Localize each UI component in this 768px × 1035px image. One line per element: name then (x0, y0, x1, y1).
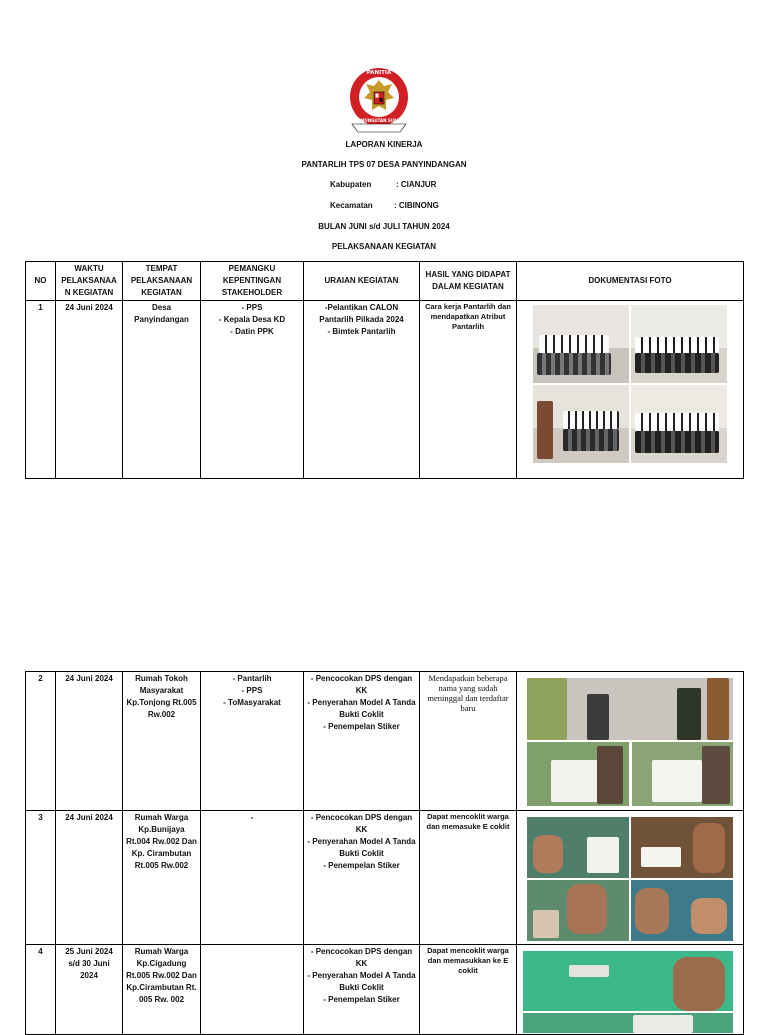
activity-table-1 (25, 261, 744, 479)
selfie-photo (527, 817, 629, 878)
activity-item: - Penempelan Stiker (323, 861, 400, 870)
row-tempat: Desa Panyindangan (123, 301, 201, 479)
report-period: BULAN JUNI s/d JULI TAHUN 2024 (318, 222, 450, 231)
table-row (26, 672, 744, 811)
row-tempat: Rumah Warga Kp.Bunijaya Rt.004 Rw.002 Dan Kp. Cirambutan Rt.005 Rw.002 (123, 811, 201, 945)
stakeholder-item: - PPS (241, 303, 263, 312)
stakeholder-item: - PPS (241, 686, 263, 695)
activity-item: - Bimtek Pantarlih (327, 327, 396, 336)
row-uraian (304, 945, 420, 1035)
col-header-waktu: WAKTU PELAKSANAA N KEGIATAN (56, 262, 123, 301)
handover-photo (527, 678, 733, 740)
table-header-row (26, 262, 744, 301)
row-pemangku (201, 672, 304, 811)
col-header-no: NO (26, 262, 56, 301)
row-no: 2 (26, 672, 56, 811)
row-tempat: Rumah Tokoh Masyarakat Kp.Tonjong Rt.005 Rw.002 (123, 672, 201, 811)
selfie-document-photo (527, 742, 629, 806)
row-pemangku: - (201, 811, 304, 945)
stakeholder-item: - Datin PPK (230, 327, 274, 336)
logo-bottom-text: PEMUNGUTAN SUARA (354, 118, 404, 123)
selfie-photo (631, 817, 733, 878)
selfie-photo (523, 1013, 733, 1033)
logo-top-text: PANITIA (366, 70, 392, 76)
col-header-uraian: URAIAN KEGIATAN (304, 262, 420, 301)
row-waktu: 25 Juni 2024 s/d 30 Juni 2024 (56, 945, 123, 1035)
report-title: LAPORAN KINERJA (345, 140, 423, 149)
activity-item: - Pencocokan DPS dengan KK (310, 947, 413, 968)
row-waktu: 24 Juni 2024 (56, 672, 123, 811)
selfie-document-photo (632, 742, 734, 806)
selfie-photo (631, 880, 733, 941)
stakeholder-item: - Kepala Desa KD (218, 315, 286, 324)
group-standing-photo (631, 305, 727, 383)
kabupaten-value: : CIANJUR (396, 180, 437, 189)
table-row (26, 301, 744, 479)
kecamatan-label: Kecamatan (330, 201, 373, 210)
activity-table-2 (25, 671, 744, 1035)
col-header-pemangku: PEMANGKU KEPENTINGAN STAKEHOLDER (201, 262, 304, 301)
kpu-logo (348, 64, 410, 134)
stakeholder-item: - ToMasyarakat (223, 698, 281, 707)
activity-item: - Penyerahan Model A Tanda Bukti Coklit (307, 698, 416, 719)
row-uraian (304, 301, 420, 479)
row-waktu: 24 Juni 2024 (56, 301, 123, 479)
group-standing-photo (533, 305, 629, 383)
row-uraian (304, 811, 420, 945)
row-photos (517, 301, 744, 479)
table-row (26, 945, 744, 1035)
sticker-selfie-photo (523, 951, 733, 1011)
row-photos (517, 945, 744, 1035)
table-row (26, 811, 744, 945)
row-hasil: Mendapatkan beberapa nama yang sudah meninggal dan terdaftar baru (420, 672, 517, 811)
row-pemangku (201, 301, 304, 479)
activity-item: -Pelantikan CALON Pantarlih Pilkada 2024 (319, 303, 404, 324)
report-subtitle: PANTARLIH TPS 07 DESA PANYINDANGAN (301, 160, 467, 169)
row-photos (517, 672, 744, 811)
selfie-photo (527, 880, 629, 941)
row-tempat: Rumah Warga Kp.Cigadung Rt.005 Rw.002 Dan Kp.Cirambutan Rt. 005 Rw. 002 (123, 945, 201, 1035)
row-waktu: 24 Juni 2024 (56, 811, 123, 945)
kabupaten-label: Kabupaten (330, 180, 372, 189)
col-header-tempat: TEMPAT PELAKSANAAN KEGIATAN (123, 262, 201, 301)
stakeholder-item: - Pantarlih (232, 674, 272, 683)
row-hasil: Dapat mencoklit warga dan memasukkan ke E coklit (420, 945, 517, 1035)
row-no: 4 (26, 945, 56, 1035)
kecamatan-value: : CIBINONG (394, 201, 439, 210)
activity-item: - Pencocokan DPS dengan KK (310, 813, 413, 834)
row-no: 3 (26, 811, 56, 945)
row-hasil: Cara kerja Pantarlih dan mendapatkan Atribut Pantarlih (420, 301, 517, 479)
row-uraian (304, 672, 420, 811)
activity-item: - Penempelan Stiker (323, 722, 400, 731)
group-standing-photo (631, 385, 727, 463)
activity-item: - Penempelan Stiker (323, 995, 400, 1004)
activity-item: - Pencocokan DPS dengan KK (310, 674, 413, 695)
activity-item: - Penyerahan Model A Tanda Bukti Coklit (307, 971, 416, 992)
row-photos (517, 811, 744, 945)
ceremony-photo (533, 385, 629, 463)
col-header-dokumentasi: DOKUMENTASI FOTO (517, 262, 744, 301)
section-title: PELAKSANAAN KEGIATAN (331, 242, 437, 251)
row-pemangku (201, 945, 304, 1035)
row-no: 1 (26, 301, 56, 479)
activity-item: - Penyerahan Model A Tanda Bukti Coklit (307, 837, 416, 858)
col-header-hasil: HASIL YANG DIDAPAT DALAM KEGIATAN (420, 262, 517, 301)
row-hasil: Dapat mencoklit warga dan memasuke E coklit (420, 811, 517, 945)
